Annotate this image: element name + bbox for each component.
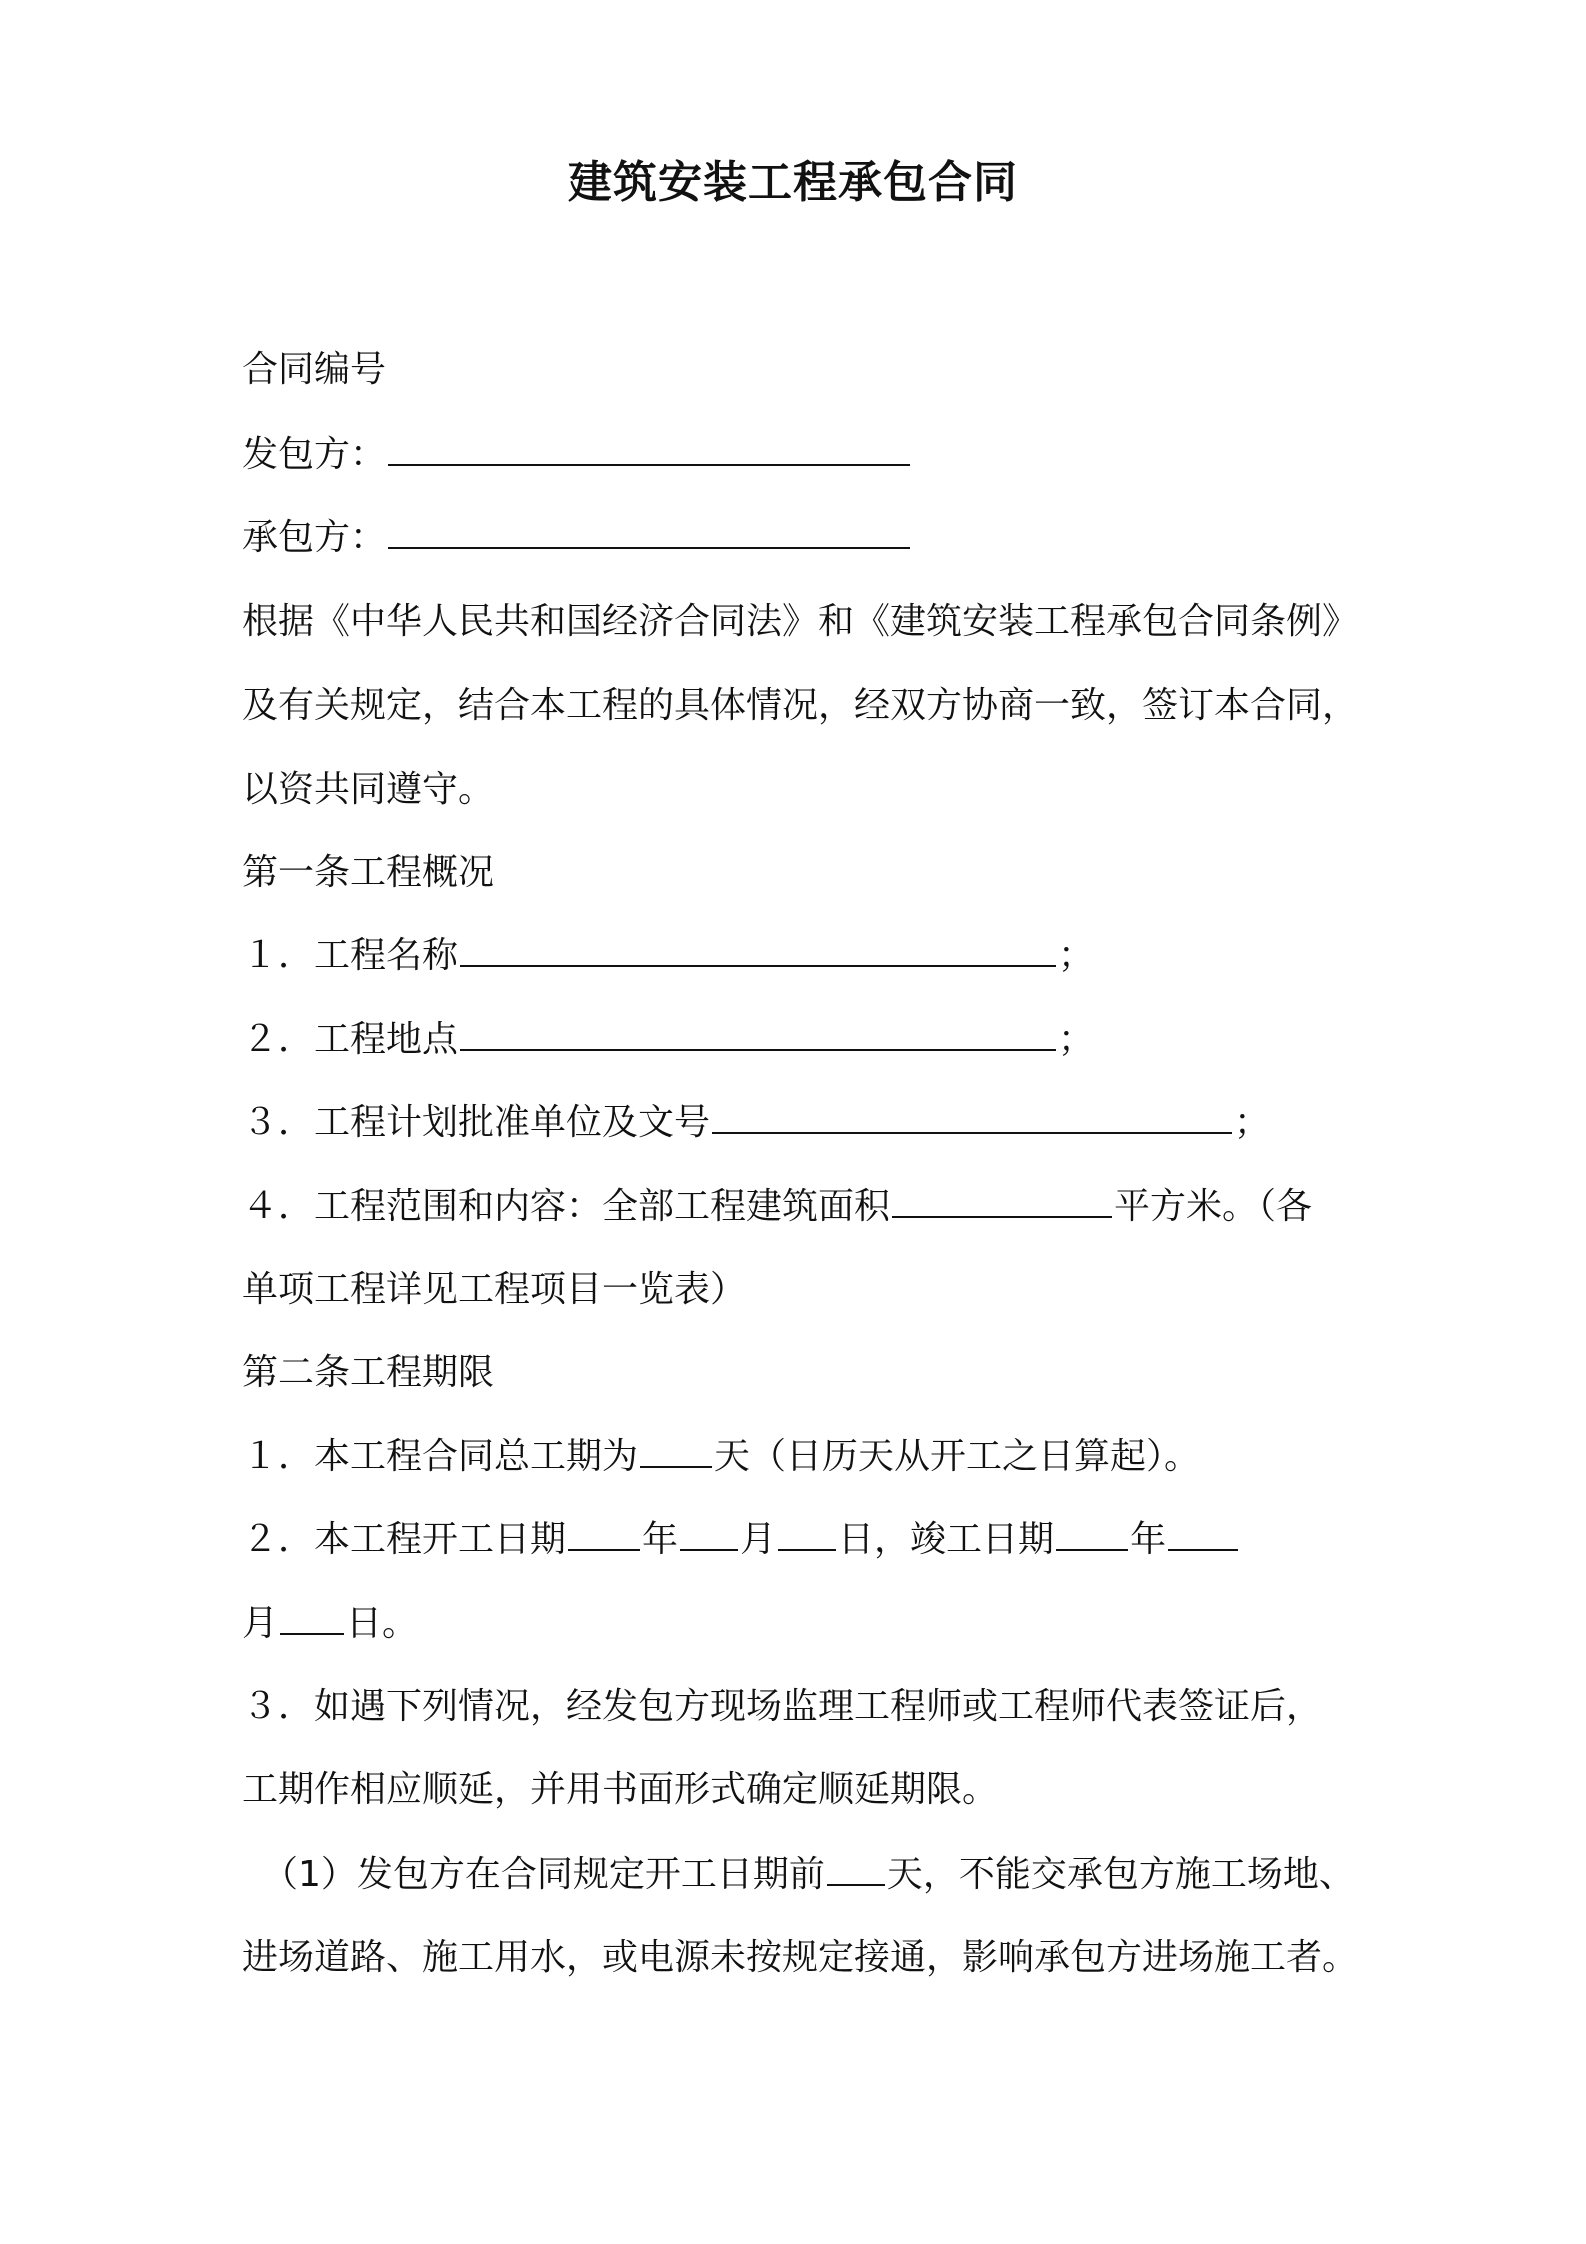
scope-label: ４．工程范围和内容：全部工程建筑面积 [242, 1186, 891, 1227]
article-2-item-3-cont: 工期作相应顺延，并用书面形式确定顺延期限。 [242, 1769, 999, 1810]
article-2-item-1 [242, 1427, 1200, 1487]
article-1-item-4 [242, 1177, 1312, 1237]
project-location-label: ２．工程地点 [242, 1019, 459, 1060]
project-location-end: ； [1058, 1019, 1095, 1060]
article-2-item-2 [242, 1510, 1240, 1570]
preamble-line-2: 及有关规定，结合本工程的具体情况，经双方协商一致，签订本合同， [242, 685, 1359, 726]
project-name-end: ； [1058, 935, 1095, 976]
article-1-item-2 [242, 1010, 1094, 1070]
article-1-item-3 [242, 1093, 1270, 1153]
year-label: 年 [642, 1519, 679, 1560]
preamble-line-1: 根据《中华人民共和国经济合同法》和《建筑安装工程承包合同条例》 [242, 601, 1359, 642]
end-day-blank [280, 1595, 344, 1635]
project-location-blank [460, 1011, 1056, 1051]
article-1-item-4-cont: 单项工程详见工程项目一览表） [242, 1269, 747, 1310]
duration-blank [640, 1428, 712, 1468]
sub-1-label: （1）发包方在合同规定开工日期前 [262, 1854, 825, 1895]
article-1-item-1 [242, 926, 1094, 986]
month-label: 月 [740, 1519, 777, 1560]
year-label-2: 年 [1130, 1519, 1167, 1560]
start-day-blank [778, 1511, 836, 1551]
end-month-blank [1168, 1511, 1238, 1551]
party-a-label: 发包方： [242, 434, 387, 475]
project-name-blank [460, 927, 1056, 967]
scope-unit: 平方米。（各 [1114, 1186, 1313, 1227]
day-label-2: 日。 [346, 1603, 419, 1644]
article-2-sub-1 [262, 1845, 1355, 1905]
sub-1-text: 天，不能交承包方施工场地、 [886, 1854, 1355, 1895]
end-year-blank [1056, 1511, 1128, 1551]
approval-unit-blank [712, 1094, 1232, 1134]
approval-unit-end: ； [1234, 1102, 1271, 1143]
party-a-blank [388, 426, 910, 466]
duration-end: 天（日历天从开工之日算起）。 [714, 1436, 1201, 1477]
page-title: 建筑安装工程承包合同 [568, 157, 1018, 208]
article-2-item-2-cont [242, 1594, 418, 1654]
project-name-label: １．工程名称 [242, 935, 459, 976]
article-2-sub-1-cont: 进场道路、施工用水，或电源未按规定接通，影响承包方进场施工者。 [242, 1937, 1359, 1978]
start-date-label: ２．本工程开工日期 [242, 1519, 567, 1560]
article-2-item-3: ３．如遇下列情况，经发包方现场监理工程师或工程师代表签证后， [242, 1686, 1323, 1727]
area-blank [892, 1178, 1112, 1218]
party-b-blank [388, 509, 910, 549]
article-2-heading: 第二条工程期限 [242, 1352, 495, 1393]
approval-unit-label: ３．工程计划批准单位及文号 [242, 1102, 711, 1143]
contract-number-label: 合同编号 [242, 349, 387, 390]
start-year-blank [568, 1511, 640, 1551]
party-b-label: 承包方： [242, 517, 387, 558]
start-month-blank [680, 1511, 738, 1551]
month-label-2: 月 [242, 1603, 279, 1644]
sub-1-days-blank [827, 1846, 885, 1886]
party-b-line [242, 508, 912, 568]
duration-label: １．本工程合同总工期为 [242, 1436, 639, 1477]
party-a-line [242, 425, 912, 485]
preamble-line-3: 以资共同遵守。 [242, 769, 495, 810]
completion-date-label: 日，竣工日期 [838, 1519, 1055, 1560]
article-1-heading: 第一条工程概况 [242, 852, 495, 893]
